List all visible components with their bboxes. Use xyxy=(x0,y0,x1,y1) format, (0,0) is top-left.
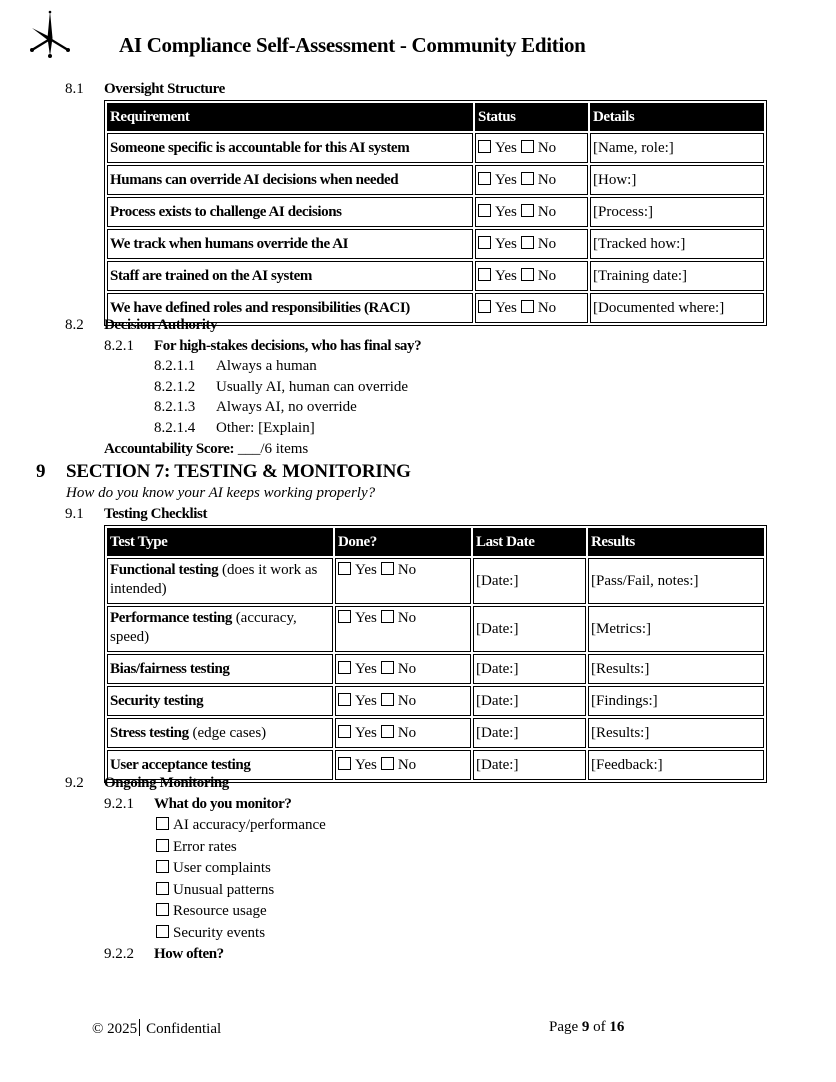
monitor-checklist-item[interactable] xyxy=(156,882,274,899)
no-label: No xyxy=(397,756,417,773)
no-checkbox[interactable] xyxy=(521,300,534,313)
table-row xyxy=(107,718,764,748)
checkbox[interactable] xyxy=(156,860,169,873)
checkbox[interactable] xyxy=(156,839,169,852)
footer-divider xyxy=(139,1019,140,1036)
monitor-checklist-item[interactable] xyxy=(156,860,271,877)
section-number: 8.2 xyxy=(65,317,84,333)
test-note: (accuracy, speed) xyxy=(110,610,297,645)
section-subtitle: How do you know your AI keeps working properly? xyxy=(66,485,376,501)
table-row xyxy=(107,133,764,163)
checklist-label: Unusual patterns xyxy=(173,881,275,898)
done-cell xyxy=(335,686,471,716)
status-cell xyxy=(475,293,588,323)
table-row xyxy=(107,606,764,652)
question-number: 9.2.1 xyxy=(104,796,134,812)
test-name: Stress testing xyxy=(110,724,189,741)
yes-label: Yes xyxy=(495,235,517,252)
option-label[interactable]: Other: [Explain] xyxy=(216,419,315,436)
checkbox[interactable] xyxy=(156,903,169,916)
status-cell xyxy=(475,229,588,259)
done-cell xyxy=(335,750,471,780)
no-checkbox[interactable] xyxy=(381,610,394,623)
last-date-cell[interactable]: [Date:] xyxy=(473,718,586,748)
done-cell xyxy=(335,606,471,652)
yes-checkbox[interactable] xyxy=(478,172,491,185)
yes-checkbox[interactable] xyxy=(338,610,351,623)
checklist-label: User complaints xyxy=(173,860,271,877)
details-cell[interactable]: [Name, role:] xyxy=(590,133,764,163)
no-label: No xyxy=(397,610,417,626)
yes-checkbox[interactable] xyxy=(338,757,351,770)
no-checkbox[interactable] xyxy=(521,140,534,153)
yes-label: Yes xyxy=(355,610,377,626)
test-name: User acceptance testing xyxy=(110,756,251,773)
results-cell[interactable]: [Findings:] xyxy=(588,686,764,716)
table-row xyxy=(107,686,764,716)
yes-label: Yes xyxy=(495,299,517,316)
no-label: No xyxy=(537,139,557,156)
no-checkbox[interactable] xyxy=(381,725,394,738)
compass-star-logo-icon xyxy=(28,10,72,58)
done-cell xyxy=(335,654,471,684)
page-of: of xyxy=(589,1019,610,1035)
test-type-cell xyxy=(107,654,333,684)
page-total: 16 xyxy=(609,1019,625,1035)
column-header: Details xyxy=(590,103,764,131)
no-label: No xyxy=(397,660,417,677)
section-title: Ongoing Monitoring xyxy=(104,775,229,791)
table-row xyxy=(107,165,764,195)
column-header: Done? xyxy=(335,528,471,556)
yes-label: Yes xyxy=(355,660,377,677)
last-date-cell[interactable]: [Date:] xyxy=(473,750,586,780)
section-number: 9.2 xyxy=(65,775,84,791)
no-checkbox[interactable] xyxy=(521,172,534,185)
yes-checkbox[interactable] xyxy=(338,661,351,674)
results-cell[interactable]: [Metrics:] xyxy=(588,606,764,652)
yes-label: Yes xyxy=(355,692,377,709)
checkbox[interactable] xyxy=(156,925,169,938)
option-number: 8.2.1.4 xyxy=(154,419,196,436)
footer-left xyxy=(92,1019,221,1038)
requirement-cell: Humans can override AI decisions when needed xyxy=(107,165,473,195)
requirement-cell: Someone specific is accountable for this AI system xyxy=(107,133,473,163)
document-title: AI Compliance Self-Assessment - Community Edition xyxy=(119,33,586,57)
checklist-label: Resource usage xyxy=(173,903,267,920)
monitor-checklist-item[interactable] xyxy=(156,817,326,834)
test-note: (does it work as intended) xyxy=(110,562,318,597)
no-label: No xyxy=(537,235,557,252)
yes-checkbox[interactable] xyxy=(478,268,491,281)
test-type-cell xyxy=(107,558,333,604)
requirement-cell: Process exists to challenge AI decisions xyxy=(107,197,473,227)
section-number: 9.1 xyxy=(65,506,84,522)
test-name: Functional testing xyxy=(110,562,219,578)
status-cell xyxy=(475,261,588,291)
last-date-cell[interactable]: [Date:] xyxy=(473,686,586,716)
no-checkbox[interactable] xyxy=(381,562,394,575)
section-number: 8.1 xyxy=(65,81,84,97)
yes-label: Yes xyxy=(495,267,517,284)
last-date-cell[interactable]: [Date:] xyxy=(473,558,586,604)
details-cell[interactable]: [Process:] xyxy=(590,197,764,227)
no-checkbox[interactable] xyxy=(381,693,394,706)
table-header-row xyxy=(107,103,764,131)
column-header: Last Date xyxy=(473,528,586,556)
results-cell[interactable]: [Results:] xyxy=(588,718,764,748)
results-cell[interactable]: [Pass/Fail, notes:] xyxy=(588,558,764,604)
last-date-cell[interactable]: [Date:] xyxy=(473,654,586,684)
section-number: 9 xyxy=(36,461,46,482)
details-cell[interactable]: [Tracked how:] xyxy=(590,229,764,259)
accountability-score xyxy=(104,441,308,458)
section-title: Testing Checklist xyxy=(104,506,208,522)
checkbox[interactable] xyxy=(156,817,169,830)
test-name: Security testing xyxy=(110,692,204,709)
details-cell[interactable]: [Training date:] xyxy=(590,261,764,291)
checklist-label: AI accuracy/performance xyxy=(173,817,326,833)
checklist-label: Error rates xyxy=(173,838,237,855)
yes-label: Yes xyxy=(495,171,517,188)
no-checkbox[interactable] xyxy=(521,236,534,249)
test-name: Bias/fairness testing xyxy=(110,660,230,677)
test-type-cell xyxy=(107,606,333,652)
table-row xyxy=(107,654,764,684)
question-text: What do you monitor? xyxy=(154,796,292,812)
requirement-cell: Staff are trained on the AI system xyxy=(107,261,473,291)
status-cell xyxy=(475,133,588,163)
yes-label: Yes xyxy=(355,724,377,741)
requirement-cell: We track when humans override the AI xyxy=(107,229,473,259)
table-row xyxy=(107,229,764,259)
option-label[interactable]: Always a human xyxy=(216,358,317,374)
yes-label: Yes xyxy=(495,203,517,220)
results-cell[interactable]: [Results:] xyxy=(588,654,764,684)
no-label: No xyxy=(537,171,557,188)
table-row xyxy=(107,558,764,604)
option-number: 8.2.1.2 xyxy=(154,378,196,395)
question-text: For high-stakes decisions, who has final say? xyxy=(154,338,422,354)
column-header: Results xyxy=(588,528,764,556)
yes-label: Yes xyxy=(495,139,517,156)
section-title: Oversight Structure xyxy=(104,81,225,97)
confidential-label: Confidential xyxy=(146,1021,222,1037)
score-label: Accountability Score: xyxy=(104,441,235,457)
yes-checkbox[interactable] xyxy=(478,300,491,313)
test-type-cell xyxy=(107,686,333,716)
monitor-checklist-item[interactable] xyxy=(156,925,265,942)
checklist-label: Security events xyxy=(173,925,266,941)
table-row xyxy=(107,197,764,227)
no-label: No xyxy=(537,299,557,316)
yes-checkbox[interactable] xyxy=(478,204,491,217)
no-checkbox[interactable] xyxy=(521,268,534,281)
checkbox[interactable] xyxy=(156,882,169,895)
score-value: ___/6 items xyxy=(237,441,309,457)
question-number: 8.2.1 xyxy=(104,338,134,354)
test-name: Performance testing xyxy=(110,610,232,626)
details-cell[interactable]: [How:] xyxy=(590,165,764,195)
yes-label: Yes xyxy=(355,756,377,773)
page-prefix: Page xyxy=(549,1019,582,1035)
test-type-cell xyxy=(107,718,333,748)
yes-checkbox[interactable] xyxy=(338,725,351,738)
requirement-cell: We have defined roles and responsibilities (RACI) xyxy=(107,293,473,323)
option-number: 8.2.1.1 xyxy=(154,358,196,374)
page-current: 9 xyxy=(581,1019,590,1035)
results-cell[interactable]: [Feedback:] xyxy=(588,750,764,780)
no-label: No xyxy=(397,692,417,709)
yes-label: Yes xyxy=(355,562,377,578)
yes-checkbox[interactable] xyxy=(338,693,351,706)
table-row xyxy=(107,261,764,291)
section-title: Decision Authority xyxy=(104,317,218,333)
question-number: 9.2.2 xyxy=(104,946,134,962)
done-cell xyxy=(335,558,471,604)
no-checkbox[interactable] xyxy=(381,757,394,770)
question-text: How often? xyxy=(154,946,224,962)
no-label: No xyxy=(397,724,417,741)
yes-checkbox[interactable] xyxy=(338,562,351,575)
status-cell xyxy=(475,197,588,227)
status-cell xyxy=(475,165,588,195)
option-label[interactable]: Always AI, no override xyxy=(216,399,357,415)
page-number xyxy=(549,1019,624,1036)
oversight-table xyxy=(104,100,767,326)
test-note: (edge cases) xyxy=(188,724,267,741)
no-checkbox[interactable] xyxy=(521,204,534,217)
yes-checkbox[interactable] xyxy=(478,140,491,153)
yes-checkbox[interactable] xyxy=(478,236,491,249)
option-number: 8.2.1.3 xyxy=(154,399,196,415)
column-header: Status xyxy=(475,103,588,131)
last-date-cell[interactable]: [Date:] xyxy=(473,606,586,652)
column-header: Test Type xyxy=(107,528,333,556)
no-label: No xyxy=(397,562,417,578)
table-header-row xyxy=(107,528,764,556)
monitor-checklist-item[interactable] xyxy=(156,903,267,920)
no-label: No xyxy=(537,267,557,284)
no-checkbox[interactable] xyxy=(381,661,394,674)
column-header: Requirement xyxy=(107,103,473,131)
done-cell xyxy=(335,718,471,748)
section-heading: SECTION 7: TESTING & MONITORING xyxy=(66,461,411,482)
option-label[interactable]: Usually AI, human can override xyxy=(216,378,409,395)
copyright: © 2025 xyxy=(92,1021,138,1037)
details-cell[interactable]: [Documented where:] xyxy=(590,293,764,323)
monitor-checklist-item[interactable] xyxy=(156,839,237,856)
testing-table xyxy=(104,525,767,783)
no-label: No xyxy=(537,203,557,220)
